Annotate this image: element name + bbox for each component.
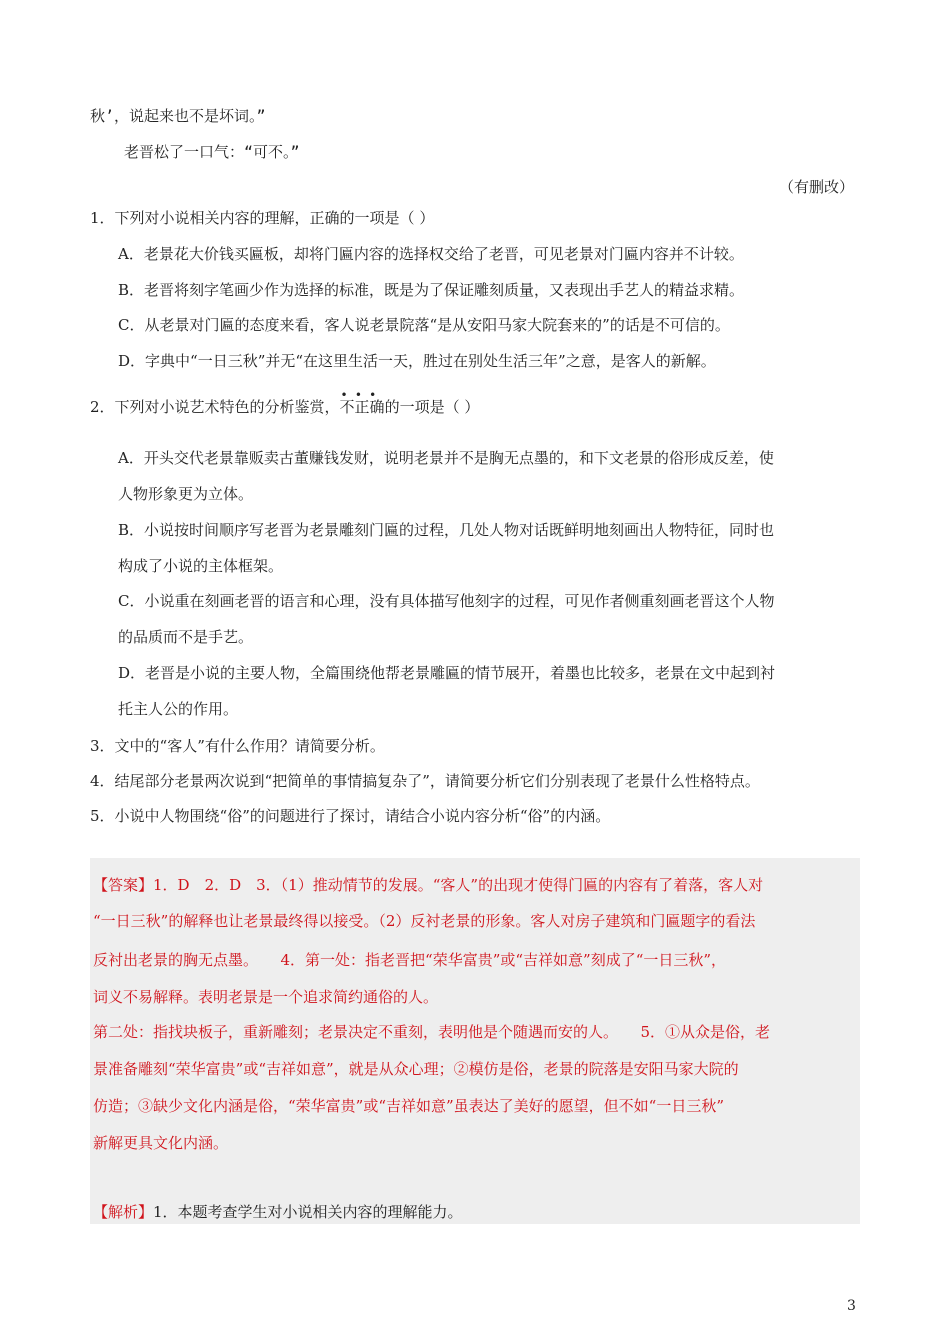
analysis-line bbox=[93, 1202, 463, 1222]
question-2-stem bbox=[90, 388, 480, 417]
answer-line-4: 词义不易解释。表明老景是一个追求简约通俗的人。 bbox=[93, 988, 439, 1006]
answer-line-8: 新解更具文化内涵。 bbox=[93, 1134, 229, 1152]
emphasis-dots: • • • bbox=[340, 388, 377, 402]
question-5: 5．小说中人物围绕“俗”的问题进行了探讨，请结合小说内容分析“俗”的内涵。 bbox=[90, 807, 611, 825]
question-4: 4．结尾部分老景两次说到“把简单的事情搞复杂了”，请简要分析它们分别表现了老景什么性格特点。 bbox=[90, 772, 760, 790]
question-1-option-d: D．字典中“一日三秋”并无“在这里生活一天，胜过在别处生活三年”之意，是客人的新解。 bbox=[118, 352, 716, 370]
answer-line-1: 【答案】1．D 2．D 3．（1）推动情节的发展。“客人”的出现才使得门匾的内容有了着落，客人对 bbox=[93, 876, 764, 894]
question-2-stem-post: 的一项是（ ） bbox=[384, 398, 480, 416]
question-1-option-b: B．老晋将刻字笔画少作为选择的标准，既是为了保证雕刻质量，又表现出手艺人的精益求精。 bbox=[118, 281, 745, 299]
answer-line-3: 反衬出老景的胸无点墨。 4．第一处：指老晋把“荣华富贵”或“吉祥如意”刻成了“一日三秋”， bbox=[93, 951, 727, 969]
answer-line-5: 第二处：指找块板子，重新雕刻；老景决定不重刻，表明他是个随遇而安的人。 5．①从众是俗，老 bbox=[93, 1023, 771, 1041]
page-number: 3 bbox=[847, 1298, 856, 1314]
story-line-1: 秋’，说起来也不是坏词。” bbox=[90, 107, 266, 125]
question-1-option-c: C．从老景对门匾的态度来看，客人说老景院落“是从安阳马家大院套来的”的话是不可信的。 bbox=[118, 316, 730, 334]
question-3: 3．文中的“客人”有什么作用？请简要分析。 bbox=[90, 737, 385, 755]
question-2-stem-pre: 2．下列对小说艺术特色的分析鉴赏， bbox=[90, 398, 340, 416]
answer-line-2: “一日三秋”的解释也让老景最终得以接受。（2）反衬老景的形象。客人对房子建筑和门匾题字的看法 bbox=[93, 912, 756, 930]
story-line-2: 老晋松了一口气：“可不。” bbox=[124, 143, 300, 161]
question-2-option-a-line1: A．开头交代老景靠贩卖古董赚钱发财，说明老景并不是胸无点墨的，和下文老景的俗形成反差，使 bbox=[118, 449, 774, 467]
question-2-option-a-line2: 人物形象更为立体。 bbox=[118, 485, 254, 503]
question-2-option-c-line1: C．小说重在刻画老晋的语言和心理，没有具体描写他刻字的过程，可见作者侧重刻画老晋这个人物 bbox=[118, 592, 775, 610]
answer-line-7: 仿造；③缺少文化内涵是俗，“荣华富贵”或“吉祥如意”虽表达了美好的愿望，但不如“一日三秋” bbox=[93, 1097, 725, 1115]
analysis-tag: 【解析】 bbox=[93, 1203, 154, 1221]
question-2-option-b-line1: B．小说按时间顺序写老晋为老景雕刻门匾的过程，几处人物对话既鲜明地刻画出人物特征，同时也 bbox=[118, 521, 775, 539]
question-1-option-a: A．老景花大价钱买匾板，却将门匾内容的选择权交给了老晋，可见老景对门匾内容并不计较。 bbox=[118, 245, 744, 263]
edit-note: （有删改） bbox=[778, 178, 854, 196]
question-2-option-c-line2: 的品质而不是手艺。 bbox=[118, 628, 254, 646]
answer-line-6: 景准备雕刻“荣华富贵”或“吉祥如意”，就是从众心理；②模仿是俗，老景的院落是安阳马家大院的 bbox=[93, 1060, 739, 1078]
question-2-option-d-line1: D．老晋是小说的主要人物，全篇围绕他帮老景雕匾的情节展开，着墨也比较多，老景在文中起到衬 bbox=[118, 664, 776, 682]
question-2-emphasis bbox=[339, 388, 385, 416]
question-2-option-d-line2: 托主人公的作用。 bbox=[118, 700, 239, 718]
analysis-text: 1．本题考查学生对小说相关内容的理解能力。 bbox=[153, 1203, 463, 1221]
question-2-emphasis-text: 不正确 bbox=[339, 398, 385, 416]
question-2-option-b-line2: 构成了小说的主体框架。 bbox=[118, 557, 284, 575]
question-1-stem: 1．下列对小说相关内容的理解，正确的一项是（ ） bbox=[90, 209, 435, 227]
